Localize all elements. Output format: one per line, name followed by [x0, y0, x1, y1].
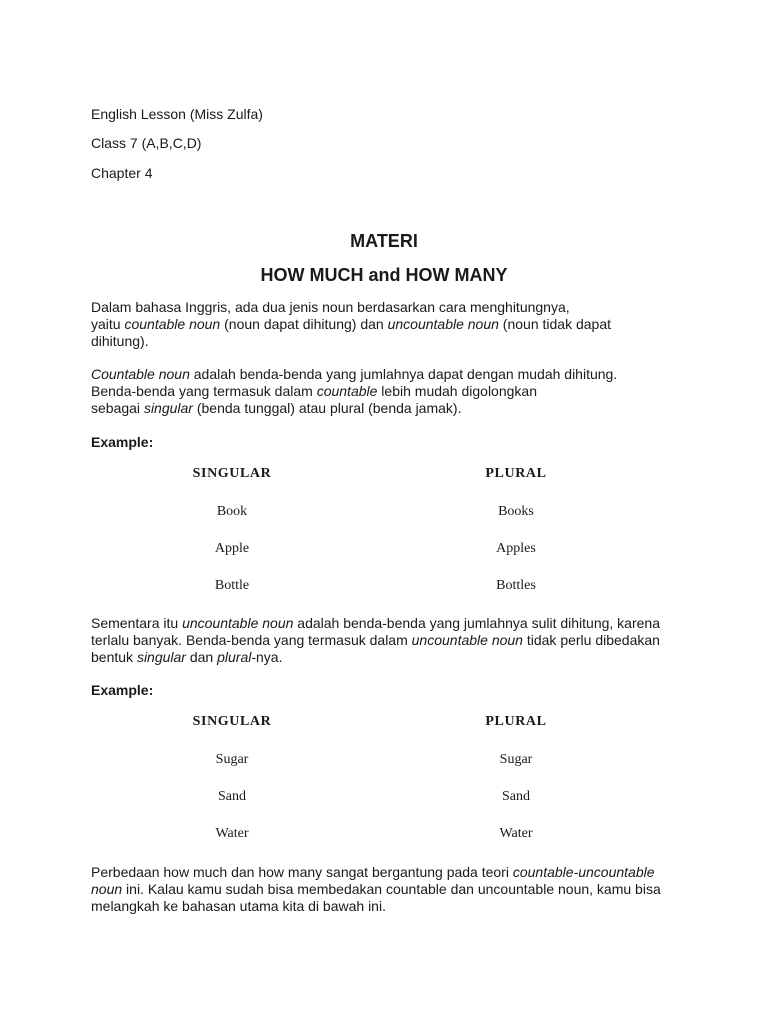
- table-cell-plural: Sugar: [499, 752, 533, 767]
- table-cell-singular: Book: [216, 504, 248, 519]
- text-line: noun ini. Kalau kamu sudah bisa membedakan countable dan uncountable noun, kamu bisa: [91, 881, 661, 897]
- table-cell-singular: Bottle: [214, 578, 250, 593]
- uncountable-paragraph: [91, 615, 691, 666]
- table-cell-singular: Water: [215, 826, 249, 841]
- page-subtitle: HOW MUCH and HOW MANY: [260, 265, 508, 285]
- text-line: Perbedaan how much dan how many sangat bergantung pada teori countable-uncountable: [91, 864, 655, 880]
- example-label: Example:: [91, 434, 154, 450]
- text-line: dihitung).: [91, 333, 149, 349]
- text-line: sebagai singular (benda tunggal) atau plural (benda jamak).: [91, 400, 462, 416]
- example-label: Example:: [91, 682, 154, 698]
- table-header-plural: PLURAL: [485, 714, 547, 729]
- text-line: terlalu banyak. Benda-benda yang termasuk dalam uncountable noun tidak perlu dibedakan: [91, 632, 660, 648]
- text-line: Countable noun adalah benda-benda yang jumlahnya dapat dengan mudah dihitung.: [91, 366, 618, 382]
- header-class: Class 7 (A,B,C,D): [91, 135, 202, 151]
- page-title: MATERI: [350, 231, 418, 251]
- countable-paragraph: [91, 366, 691, 417]
- text-line: yaitu countable noun (noun dapat dihitung) dan uncountable noun (noun tidak dapat: [91, 316, 612, 332]
- table-cell-singular: Sand: [218, 789, 246, 804]
- closing-paragraph: [91, 864, 691, 915]
- header-chapter: Chapter 4: [91, 165, 153, 181]
- table-cell-singular: Sugar: [215, 752, 249, 767]
- table-cell-plural: Bottles: [496, 578, 536, 593]
- table-cell-plural: Water: [499, 826, 533, 841]
- table-cell-singular: Apple: [214, 541, 250, 556]
- text-line: Sementara itu uncountable noun adalah benda-benda yang jumlahnya sulit dihitung, karena: [91, 615, 660, 631]
- text-line: melangkah ke bahasan utama kita di bawah ini.: [91, 898, 386, 914]
- intro-paragraph: [91, 299, 691, 350]
- table-header-singular: SINGULAR: [192, 466, 272, 481]
- text-line: Benda-benda yang termasuk dalam countable lebih mudah digolongkan: [91, 383, 537, 399]
- table-cell-plural: Books: [498, 504, 534, 519]
- table-cell-plural: Apples: [496, 541, 536, 556]
- header-lesson: English Lesson (Miss Zulfa): [91, 106, 263, 122]
- table-header-plural: PLURAL: [485, 466, 547, 481]
- text-line: bentuk singular dan plural-nya.: [91, 649, 283, 665]
- table-header-singular: SINGULAR: [192, 714, 272, 729]
- text-line: Dalam bahasa Inggris, ada dua jenis noun berdasarkan cara menghitungnya,: [91, 299, 570, 315]
- table-cell-plural: Sand: [502, 789, 530, 804]
